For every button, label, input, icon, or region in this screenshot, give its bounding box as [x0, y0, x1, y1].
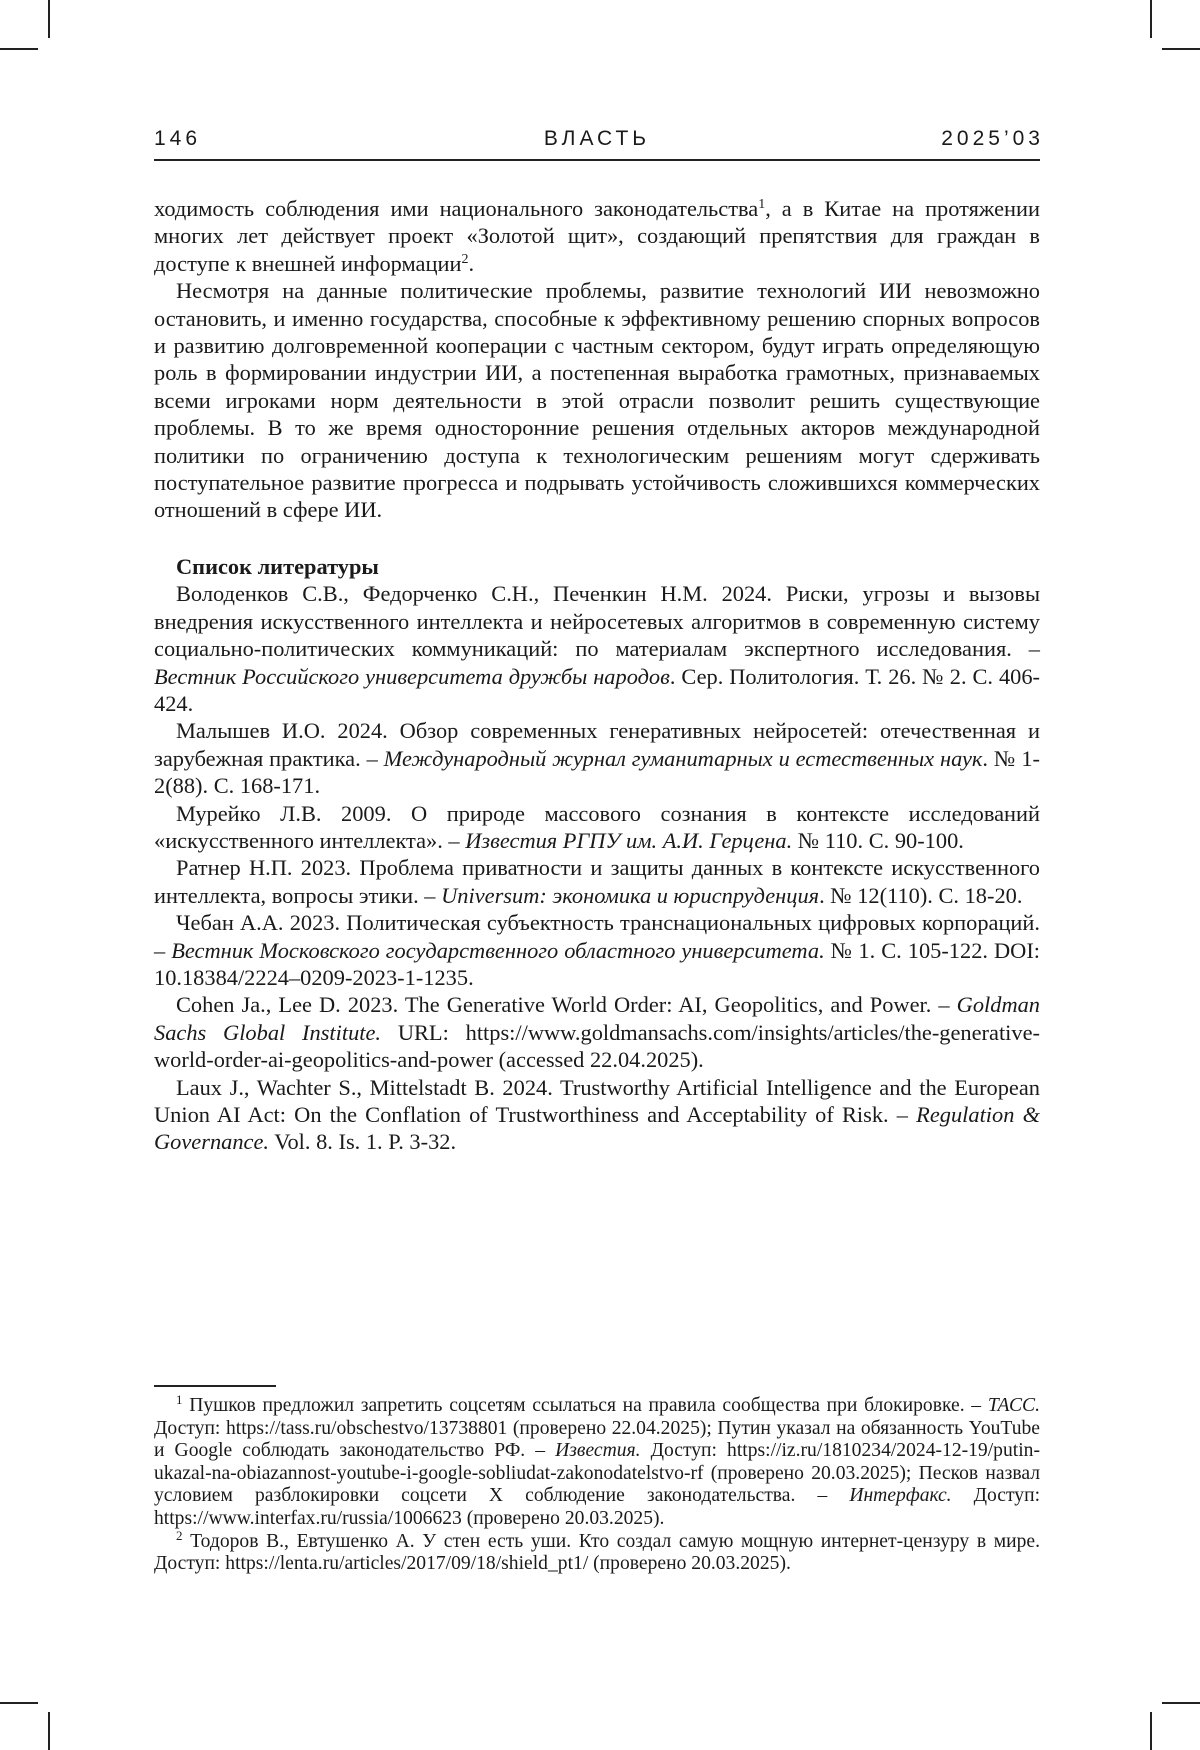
journal-title: ВЛАСТЬ: [543, 127, 651, 150]
crop-mark: [0, 1702, 38, 1704]
page-number: 146: [154, 127, 202, 150]
running-header: [154, 123, 1044, 161]
crop-mark: [48, 1712, 50, 1750]
reference-source: Международный журнал гуманитарных и естественных наук: [383, 745, 983, 771]
reference-text: Чебан А.А. 2023. Политическая субъектность транснациональных цифровых корпораций. –: [154, 910, 1040, 963]
reference-item: [154, 854, 1040, 909]
reference-details: № 110. С. 90-100.: [792, 827, 964, 853]
footnote-ref: 1: [758, 197, 766, 212]
reference-item: [154, 800, 1040, 855]
reference-details: . № 12(110). С. 18-20.: [819, 882, 1023, 908]
footnote-text: Пушков предложил запретить соцсетям ссылаться на правила сообщества при блокировке. –: [182, 1395, 988, 1416]
reference-text: Володенков С.В., Федорченко С.Н., Печенкин Н.М. 2024. Риски, угрозы и вызовы внедрения искусственного интеллекта и нейросетевых алгоритмов в современную систему социально-политических коммуникаций: по материалам экспертного исследования. –: [154, 581, 1040, 662]
footnote-marker: 2: [176, 1527, 183, 1543]
paragraph: Несмотря на данные политические проблемы, развитие технологий ИИ невозможно остановить, и именно государства, способные к эффективному решению спорных вопросов и развитию долговременной кооперации с частным сектором, будут играть определяющую роль в формировании индустрии ИИ, а постепенная выработка грамотных, признаваемых всеми игроками норм деятельности в этой отрасли позволит решить существующие проблемы. В то же время односторонние решения отдельных акторов международной политики по ограничению доступа к технологическим решениям могут сдерживать поступательное развитие прогресса и подрывать устойчивость сложившихся коммерческих отношений в сфере ИИ.: [154, 278, 1040, 523]
paragraph-text: , а в Китае на протяжении многих лет действует проект «Золотой щит», создающий препятствия для граждан в доступе к внешней информации: [154, 196, 1040, 276]
paragraph-text: .: [468, 250, 475, 276]
issue-number: 2025’03: [941, 127, 1044, 150]
footnote: [154, 1527, 1040, 1576]
footnote-source: Интерфакс.: [849, 1485, 952, 1507]
footnotes: [154, 1392, 1041, 1576]
reference-item: [154, 1074, 1040, 1156]
crop-mark: [48, 0, 50, 38]
crop-mark: [1150, 0, 1152, 38]
footnote-ref: 2: [461, 251, 469, 267]
footnote-text: Доступ: https://iz.ru/1810234/2024-12-19/putin-ukazal-na-obiazannost-youtube-i-google-sobliudat-zakonodatelstvo-rf (проверено 20.03.2025); Песков назвал условием разблокировки соцсети X соблюдение законодательства. –: [154, 1440, 1040, 1507]
reference-text: Cohen Ja., Lee D. 2023. The Generative World Order: AI, Geopolitics, and Power. –: [176, 992, 957, 1018]
crop-mark: [1150, 1712, 1152, 1750]
footnote-text: Тодоров В., Евтушенко А. У стен есть уши. Кто создал самую мощную интернет-цензуру в мире. Доступ: https://lenta.ru/articles/2017/09/18/shield_pt1/ (проверено 20.03.2025).: [154, 1530, 1040, 1575]
main-text: [154, 195, 1040, 1156]
reference-text: Laux J., Wachter S., Mittelstadt B. 2024. Trustworthy Artificial Intelligence and the European Union AI Act: On the Conflation of Trustworthiness and Acceptability of Risk. –: [154, 1074, 1040, 1127]
reference-text: Малышев И.О. 2024. Обзор современных генеративных нейросетей: отечественная и зарубежная практика. –: [154, 718, 1040, 771]
reference-details: . Сер. Политология. Т. 26. № 2. С. 406-424.: [154, 663, 1040, 716]
references-title: Список литературы: [176, 553, 379, 579]
reference-source: Goldman Sachs Global Institute.: [154, 992, 1040, 1045]
crop-mark: [0, 48, 38, 50]
reference-item: [154, 991, 1040, 1073]
crop-mark: [1162, 1702, 1200, 1704]
reference-details: URL: https://www.goldmansachs.com/insights/articles/the-generative-world-order-ai-geopolitics-and-power (accessed 22.04.2025).: [154, 1019, 1040, 1073]
reference-item: [154, 717, 1040, 799]
footnote-separator: [154, 1385, 276, 1387]
reference-text: Мурейко Л.В. 2009. О природе массового сознания в контексте исследований «искусственного интеллекта». –: [154, 800, 1040, 853]
reference-source: Regulation & Governance.: [154, 1102, 1040, 1155]
footnote-source: ТАСС.: [987, 1395, 1040, 1416]
reference-source: Universum: экономика и юриспруденция: [441, 882, 820, 908]
paragraph: [154, 195, 1040, 277]
reference-source: Известия РГПУ им. А.И. Герцена.: [465, 827, 793, 853]
reference-item: [154, 909, 1040, 991]
reference-details: Vol. 8. Is. 1. P. 3-32.: [269, 1129, 457, 1155]
paragraph-text: ходимость соблюдения ими национального законодательства: [154, 196, 759, 221]
footnote-text: Доступ: https://tass.ru/obschestvo/13738801 (проверено 22.04.2025); Путин указал на обязанность YouTube и Google соблюдать законодательство РФ. –: [154, 1417, 1040, 1462]
reference-source: Вестник Московского государственного областного университета.: [171, 937, 825, 963]
reference-text: Ратнер Н.П. 2023. Проблема приватности и защиты данных в контексте искусственного интеллекта, вопросы этики. –: [154, 855, 1040, 908]
crop-mark: [1162, 48, 1200, 50]
reference-details: . № 1-2(88). С. 168-171.: [154, 745, 1040, 799]
reference-source: Вестник Российского университета дружбы народов: [154, 663, 670, 689]
footnote-text: Доступ: https://www.interfax.ru/russia/1006623 (проверено 20.03.2025).: [154, 1485, 1041, 1529]
footnote-source: Известия.: [555, 1440, 641, 1462]
reference-details: № 1. С. 105-122. DOI: 10.18384/2224–0209-2023-1-1235.: [154, 937, 1041, 990]
footnote-marker: 1: [176, 1392, 183, 1407]
reference-item: [154, 580, 1040, 717]
footnote: [154, 1392, 1041, 1531]
references: [154, 553, 1040, 1156]
